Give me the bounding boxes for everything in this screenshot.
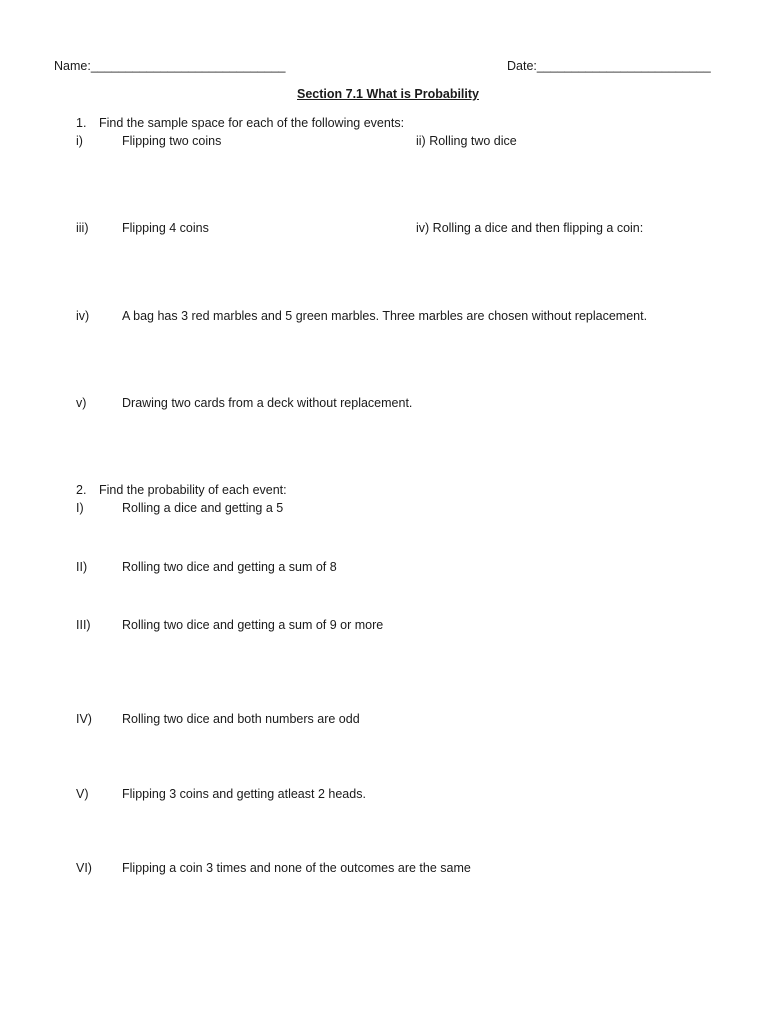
q2-item-text: Rolling two dice and getting a sum of 8 — [122, 560, 337, 574]
q2-item-label: II) — [76, 560, 88, 574]
q2-item-text: Flipping 3 coins and getting atleast 2 heads. — [122, 787, 366, 801]
q2-item-text: Rolling two dice and both numbers are odd — [122, 712, 360, 726]
q1-item-label: iv) — [76, 309, 90, 323]
q1-prompt: Find the sample space for each of the following events: — [99, 116, 405, 130]
q1-number: 1. — [76, 116, 87, 130]
q1-item-text: Flipping two coins — [122, 134, 222, 148]
q1-item-label: v) — [76, 396, 87, 410]
q2-number: 2. — [76, 483, 87, 497]
q2-item-label: I) — [76, 501, 84, 515]
q2-item-label: III) — [76, 618, 91, 632]
name-field-label: Name:____________________________ — [54, 59, 286, 73]
q2-item-label: IV) — [76, 712, 92, 726]
date-field-label: Date:_________________________ — [507, 59, 711, 73]
q2-item-text: Rolling two dice and getting a sum of 9 or more — [122, 618, 384, 632]
page-title: Section 7.1 What is Probability — [297, 87, 479, 101]
q1-item-text: Flipping 4 coins — [122, 221, 209, 235]
q2-prompt: Find the probability of each event: — [99, 483, 287, 497]
q1-item-label: iii) — [76, 221, 89, 235]
q2-item-label: V) — [76, 787, 89, 801]
q2-item-text: Rolling a dice and getting a 5 — [122, 501, 284, 515]
q1-item-text: iv) Rolling a dice and then flipping a coin: — [416, 221, 644, 235]
q1-item-text: Drawing two cards from a deck without replacement. — [122, 396, 413, 410]
q2-item-label: VI) — [76, 861, 92, 875]
q1-item-text: A bag has 3 red marbles and 5 green marbles. Three marbles are chosen without replacement. — [122, 309, 648, 323]
q1-item-text: ii) Rolling two dice — [416, 134, 517, 148]
q2-item-text: Flipping a coin 3 times and none of the outcomes are the same — [122, 861, 471, 875]
q1-item-label: i) — [76, 134, 83, 148]
